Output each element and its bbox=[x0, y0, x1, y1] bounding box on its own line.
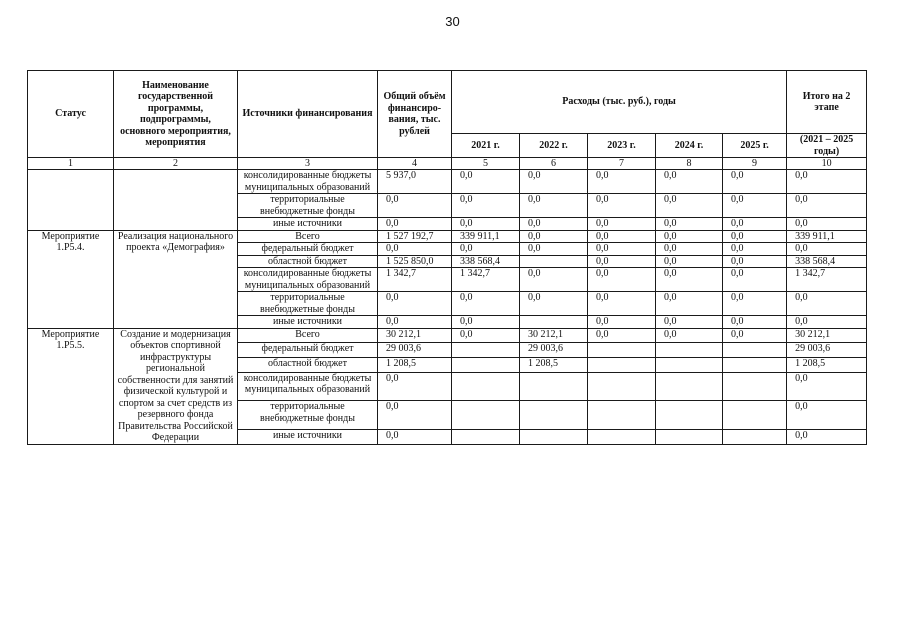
row-name: Реализация национального проекта «Демография» bbox=[114, 230, 238, 328]
amount-cell: 0,0 bbox=[723, 170, 787, 194]
funding-source: областной бюджет bbox=[238, 358, 378, 373]
amount-cell: 0,0 bbox=[588, 316, 656, 329]
header-expenses: Расходы (тыс. руб.), годы bbox=[452, 71, 787, 134]
amount-cell: 30 212,1 bbox=[787, 328, 867, 343]
amount-cell bbox=[588, 372, 656, 400]
amount-cell: 0,0 bbox=[378, 194, 452, 218]
amount-cell: 0,0 bbox=[378, 243, 452, 256]
funding-source: консолидированные бюджеты муниципальных образований bbox=[238, 372, 378, 400]
amount-cell: 0,0 bbox=[588, 328, 656, 343]
amount-cell: 29 003,6 bbox=[378, 343, 452, 358]
amount-cell: 0,0 bbox=[723, 255, 787, 268]
amount-cell: 29 003,6 bbox=[520, 343, 588, 358]
header-name: Наименование государственной программы, подпрограммы, основного мероприятия, мероприятия bbox=[114, 71, 238, 158]
amount-cell: 0,0 bbox=[378, 292, 452, 316]
amount-cell: 0,0 bbox=[588, 170, 656, 194]
amount-cell: 338 568,4 bbox=[452, 255, 520, 268]
column-number: 7 bbox=[588, 158, 656, 170]
amount-cell: 0,0 bbox=[452, 194, 520, 218]
amount-cell: 0,0 bbox=[723, 292, 787, 316]
amount-cell: 0,0 bbox=[452, 328, 520, 343]
amount-cell: 1 342,7 bbox=[452, 268, 520, 292]
funding-source: федеральный бюджет bbox=[238, 243, 378, 256]
amount-cell: 0,0 bbox=[787, 243, 867, 256]
column-number-row bbox=[28, 158, 867, 170]
amount-cell bbox=[723, 401, 787, 429]
amount-cell bbox=[656, 358, 723, 373]
header-year: 2023 г. bbox=[588, 134, 656, 158]
amount-cell bbox=[520, 372, 588, 400]
funding-source: федеральный бюджет bbox=[238, 343, 378, 358]
row-status: Мероприятие 1.P5.4. bbox=[28, 230, 114, 328]
amount-cell: 0,0 bbox=[452, 292, 520, 316]
amount-cell: 0,0 bbox=[378, 401, 452, 429]
page-number: 30 bbox=[445, 14, 460, 29]
header-year: 2021 г. bbox=[452, 134, 520, 158]
amount-cell bbox=[520, 255, 588, 268]
amount-cell: 5 937,0 bbox=[378, 170, 452, 194]
amount-cell bbox=[588, 429, 656, 444]
amount-cell bbox=[520, 401, 588, 429]
amount-cell: 0,0 bbox=[588, 194, 656, 218]
column-number: 4 bbox=[378, 158, 452, 170]
amount-cell: 0,0 bbox=[452, 218, 520, 231]
amount-cell: 0,0 bbox=[378, 316, 452, 329]
amount-cell: 0,0 bbox=[452, 243, 520, 256]
amount-cell bbox=[588, 401, 656, 429]
amount-cell: 0,0 bbox=[520, 170, 588, 194]
header-sources: Источники финансирования bbox=[238, 71, 378, 158]
amount-cell: 0,0 bbox=[787, 292, 867, 316]
amount-cell: 1 525 850,0 bbox=[378, 255, 452, 268]
amount-cell: 0,0 bbox=[723, 328, 787, 343]
column-number: 10 bbox=[787, 158, 867, 170]
amount-cell: 0,0 bbox=[723, 316, 787, 329]
funding-source: территориальные внебюджетные фонды bbox=[238, 292, 378, 316]
amount-cell: 338 568,4 bbox=[787, 255, 867, 268]
amount-cell: 1 342,7 bbox=[378, 268, 452, 292]
funding-source: территориальные внебюджетные фонды bbox=[238, 401, 378, 429]
amount-cell: 0,0 bbox=[588, 230, 656, 243]
amount-cell: 0,0 bbox=[787, 194, 867, 218]
amount-cell bbox=[452, 401, 520, 429]
amount-cell: 1 208,5 bbox=[787, 358, 867, 373]
amount-cell bbox=[656, 372, 723, 400]
amount-cell: 0,0 bbox=[723, 243, 787, 256]
column-number: 5 bbox=[452, 158, 520, 170]
amount-cell: 0,0 bbox=[723, 230, 787, 243]
funding-source: иные источники bbox=[238, 429, 378, 444]
column-number: 6 bbox=[520, 158, 588, 170]
funding-source: иные источники bbox=[238, 316, 378, 329]
table-body bbox=[28, 170, 867, 445]
amount-cell bbox=[723, 358, 787, 373]
amount-cell: 0,0 bbox=[520, 243, 588, 256]
amount-cell: 0,0 bbox=[378, 218, 452, 231]
amount-cell: 0,0 bbox=[723, 194, 787, 218]
amount-cell: 1 342,7 bbox=[787, 268, 867, 292]
amount-cell: 0,0 bbox=[378, 429, 452, 444]
header-stage-period: (2021 – 2025 годы) bbox=[787, 134, 867, 158]
amount-cell: 339 911,1 bbox=[452, 230, 520, 243]
funding-source: областной бюджет bbox=[238, 255, 378, 268]
amount-cell: 339 911,1 bbox=[787, 230, 867, 243]
amount-cell: 0,0 bbox=[787, 401, 867, 429]
amount-cell: 0,0 bbox=[588, 243, 656, 256]
amount-cell: 0,0 bbox=[656, 255, 723, 268]
funding-source: территориальные внебюджетные фонды bbox=[238, 194, 378, 218]
amount-cell: 0,0 bbox=[656, 316, 723, 329]
amount-cell: 1 527 192,7 bbox=[378, 230, 452, 243]
amount-cell: 1 208,5 bbox=[378, 358, 452, 373]
amount-cell bbox=[520, 316, 588, 329]
financing-table bbox=[27, 70, 867, 445]
amount-cell: 0,0 bbox=[787, 429, 867, 444]
amount-cell: 0,0 bbox=[588, 292, 656, 316]
amount-cell bbox=[588, 358, 656, 373]
funding-source: Всего bbox=[238, 230, 378, 243]
amount-cell: 30 212,1 bbox=[378, 328, 452, 343]
row-status bbox=[28, 170, 114, 231]
row-name: Создание и модернизация объектов спортивной инфраструктуры региональной собственности для занятий физической культурой и спортом за счет средств из резервного фонда Правительства Российской Федерации bbox=[114, 328, 238, 444]
amount-cell bbox=[452, 372, 520, 400]
amount-cell bbox=[723, 372, 787, 400]
amount-cell bbox=[723, 429, 787, 444]
amount-cell bbox=[452, 358, 520, 373]
table-row bbox=[28, 170, 867, 194]
table-row bbox=[28, 230, 867, 243]
amount-cell: 0,0 bbox=[520, 218, 588, 231]
header-year: 2025 г. bbox=[723, 134, 787, 158]
header-year: 2024 г. bbox=[656, 134, 723, 158]
row-name bbox=[114, 170, 238, 231]
column-number: 3 bbox=[238, 158, 378, 170]
table-row bbox=[28, 328, 867, 343]
amount-cell: 1 208,5 bbox=[520, 358, 588, 373]
amount-cell bbox=[588, 343, 656, 358]
amount-cell: 0,0 bbox=[520, 268, 588, 292]
amount-cell: 29 003,6 bbox=[787, 343, 867, 358]
amount-cell: 0,0 bbox=[656, 194, 723, 218]
amount-cell: 0,0 bbox=[656, 170, 723, 194]
amount-cell: 0,0 bbox=[787, 218, 867, 231]
amount-cell bbox=[452, 429, 520, 444]
amount-cell bbox=[520, 429, 588, 444]
header-year: 2022 г. bbox=[520, 134, 588, 158]
header-stage-total: Итого на 2 этапе bbox=[787, 71, 867, 134]
amount-cell: 0,0 bbox=[452, 170, 520, 194]
amount-cell: 0,0 bbox=[656, 230, 723, 243]
amount-cell: 0,0 bbox=[723, 218, 787, 231]
funding-source: консолидированные бюджеты муниципальных образований bbox=[238, 170, 378, 194]
amount-cell: 0,0 bbox=[452, 316, 520, 329]
amount-cell: 0,0 bbox=[656, 243, 723, 256]
amount-cell: 0,0 bbox=[787, 316, 867, 329]
amount-cell bbox=[656, 343, 723, 358]
amount-cell: 0,0 bbox=[723, 268, 787, 292]
amount-cell: 0,0 bbox=[520, 194, 588, 218]
amount-cell bbox=[656, 401, 723, 429]
amount-cell: 0,0 bbox=[520, 292, 588, 316]
amount-cell: 0,0 bbox=[656, 218, 723, 231]
column-number: 8 bbox=[656, 158, 723, 170]
amount-cell: 0,0 bbox=[588, 218, 656, 231]
amount-cell: 0,0 bbox=[588, 255, 656, 268]
funding-source: иные источники bbox=[238, 218, 378, 231]
column-number: 9 bbox=[723, 158, 787, 170]
amount-cell: 0,0 bbox=[656, 292, 723, 316]
header-total: Общий объём финансиро-вания, тыс. рублей bbox=[378, 71, 452, 158]
amount-cell: 0,0 bbox=[656, 268, 723, 292]
amount-cell: 0,0 bbox=[378, 372, 452, 400]
funding-source: Всего bbox=[238, 328, 378, 343]
amount-cell bbox=[723, 343, 787, 358]
amount-cell: 0,0 bbox=[520, 230, 588, 243]
column-number: 2 bbox=[114, 158, 238, 170]
column-number: 1 bbox=[28, 158, 114, 170]
amount-cell bbox=[452, 343, 520, 358]
amount-cell: 0,0 bbox=[787, 372, 867, 400]
amount-cell: 30 212,1 bbox=[520, 328, 588, 343]
amount-cell: 0,0 bbox=[656, 328, 723, 343]
amount-cell: 0,0 bbox=[787, 170, 867, 194]
amount-cell: 0,0 bbox=[588, 268, 656, 292]
row-status: Мероприятие 1.P5.5. bbox=[28, 328, 114, 444]
header-status: Статус bbox=[28, 71, 114, 158]
funding-source: консолидированные бюджеты муниципальных образований bbox=[238, 268, 378, 292]
amount-cell bbox=[656, 429, 723, 444]
